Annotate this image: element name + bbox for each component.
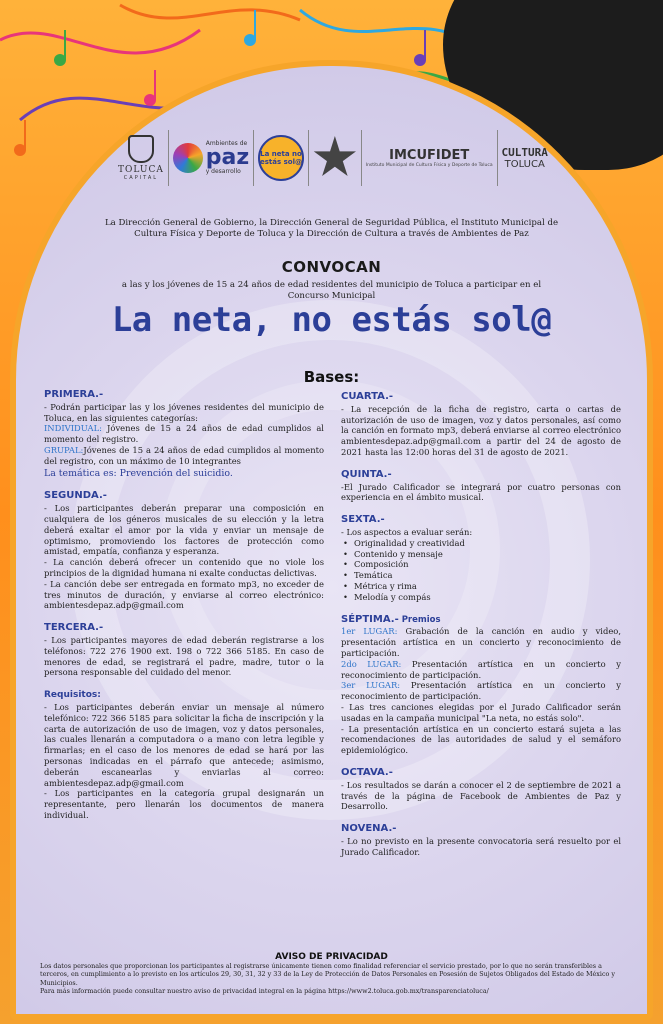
cultura-toluca-logo: CULTURA TOLUCA xyxy=(501,146,548,170)
tematica-text: La temática es: Prevención del suicidio. xyxy=(44,467,233,479)
section-text: - Podrán participar las y los jóvenes residentes del municipio de Toluca, en las siguientes categorías: xyxy=(44,401,324,423)
section-text: - Las tres canciones elegidas por el Jurado Calificador serán usadas en la campaña municipal "La neta, no estás solo". xyxy=(341,701,621,723)
section-text: - Los participantes deberán enviar un mensaje al número telefónico: 722 366 5185 para solicitar la ficha de inscripción y la carta de autorización de uso de imagen, voz y datos personales, las cuales llenarán a computadora o a mano con letra legible y firmarlas; en el caso de los menores de edad se hará por las personas indicadas en el párrafo que antecede; asimismo, deberán escanearlas y enviarlas al correo: ambientesdepaz.adp@gmail.com xyxy=(44,701,324,788)
section-heading: QUINTA.- xyxy=(341,468,392,480)
section-octava xyxy=(341,768,621,812)
bases-heading: Bases: xyxy=(303,368,360,386)
section-sexta xyxy=(341,515,621,602)
left-column xyxy=(44,390,324,833)
section-text: - La canción debe ser entregada en formato mp3, no exceder de tres minutos de duración, y enviarse al correo electrónico: ambientesdepaz.adp@gmail.com xyxy=(44,578,324,611)
list-item: • Composición xyxy=(341,559,621,570)
section-novena xyxy=(341,824,621,857)
section-text: - Los aspectos a evaluar serán: xyxy=(341,526,473,537)
section-text: - La canción deberá ofrecer un contenido que no viole los principios de la dignidad humana ni exalte conductas delictivas. xyxy=(44,557,324,578)
section-text: - Los participantes en la categoría grupal designarán un representante, pero llenarán los documentos de manera individual. xyxy=(44,788,324,820)
section-cuarta xyxy=(341,392,621,458)
section-text: - Lo no previsto en la presente convocatoria será resuelto por el Jurado Calificador. xyxy=(341,835,621,857)
privacy-notice xyxy=(0,952,663,996)
logo-divider xyxy=(361,130,362,186)
section-heading: SEXTA.- xyxy=(341,514,385,526)
logo-divider xyxy=(497,130,498,186)
logo-divider xyxy=(168,130,169,186)
category-individual: INDIVIDUAL: Jóvenes de 15 a 24 años de edad cumplidos al momento del registro. xyxy=(44,423,324,445)
section-text: - Los resultados se darán a conocer el 2 de septiembre de 2021 a través de la página de Facebook de Ambientes de Paz y Desarrollo. xyxy=(341,779,621,812)
logo-divider xyxy=(308,130,309,186)
privacy-text: Los datos personales que proporcionan los participantes al registrarse únicamente tienen como finalidad referenciar el servicio prestado, por lo que no serán transferibles a terceros, en cumplimiento a lo previsto en los artículos 29, 30, 31, 32 y 33 de la Ley de Protección de Datos Personales en Posesión de Sujetos Obligados del Estado de México y Municipios. xyxy=(40,962,616,987)
privacy-heading: AVISO DE PRIVACIDAD xyxy=(275,952,388,962)
la-neta-logo: La neta no estás sol@ xyxy=(258,135,304,181)
section-heading: CUARTA.- xyxy=(341,391,394,402)
ambientes-de-paz-logo: Ambientes de paz y desarrollo xyxy=(173,141,249,175)
section-heading: TERCERA.- xyxy=(44,622,104,634)
toluca-crest-icon xyxy=(128,135,154,163)
paz-heart-icon xyxy=(173,143,203,173)
prize-second: 2do LUGAR: Presentación artística en un concierto y reconocimiento de participación. xyxy=(341,658,621,680)
section-heading: SÉPTIMA.- Premios xyxy=(341,613,441,625)
list-item: • Temática xyxy=(341,570,621,581)
section-text: -El Jurado Calificador se integrará por cuatro personas con experiencia en el ámbito musical. xyxy=(341,481,621,503)
category-grupal: GRUPAL:Jóvenes de 15 a 24 años de edad cumplidos al momento del registro, con un máximo de 10 integrantes xyxy=(44,444,324,466)
section-text: - La recepción de la ficha de registro, carta o cartas de autorización de uso de imagen, voz y datos personales, así como la canción en formato mp3, deberá enviarse al correo electrónico ambientesdepaz.adp@gmail.com a partir del 24 de agosto de 2021 hasta las 12:00 horas del 31 de agosto de 2021. xyxy=(341,403,621,457)
section-tercera xyxy=(44,623,324,678)
section-text: - Los participantes deberán preparar una composición en cualquiera de los géneros musicales de su elección y la letra deberá exaltar el amor por la vida y enviar un mensaje de optimismo, promoviendo los factores de protección como amistad, empatía, confianza y esperanza. xyxy=(44,503,324,557)
logo-bar xyxy=(118,122,548,194)
section-text: - Los participantes mayores de edad deberán registrarse a los teléfonos: 722 276 1900 ext. 198 o 722 366 5185. En caso de menores de edad, se registrará el padre, madre, tutor o la persona responsable del cuidado del menor. xyxy=(44,634,324,678)
section-septima xyxy=(341,615,621,756)
section-text: - La presentación artística en un concierto estará sujeta a las recomendaciones de las autoridades de salud y el semáforo epidemiológico. xyxy=(341,723,621,756)
section-heading: NOVENA.- xyxy=(341,823,397,835)
seguridad-star-logo xyxy=(313,136,357,180)
right-column xyxy=(341,392,621,869)
list-item: • Contenido y mensaje xyxy=(341,549,621,560)
section-requisitos xyxy=(44,690,324,821)
intro-text: La Dirección General de Gobierno, la Dirección General de Seguridad Pública, el Instituto Municipal de Cultura Física y Deporte de Toluca y la Dirección de Cultura a través de Ambientes de Paz xyxy=(104,218,559,239)
section-heading: PRIMERA.- xyxy=(44,389,104,400)
logo-divider xyxy=(253,130,254,186)
section-heading: SEGUNDA.- xyxy=(44,490,107,502)
section-segunda xyxy=(44,491,324,611)
imcufidet-logo: IMCUFIDET Instituto Municipal de Cultura Física y Deporte de Toluca xyxy=(365,147,493,168)
star-badge-icon xyxy=(313,136,357,180)
section-heading: OCTAVA.- xyxy=(341,766,393,778)
subintro-text: a las y los jóvenes de 15 a 24 años de edad residentes del municipio de Toluca a participar en el Concurso Municipal xyxy=(121,280,542,301)
list-item: • Melodía y compás xyxy=(341,592,621,603)
section-quinta xyxy=(341,470,621,503)
section-primera xyxy=(44,390,324,479)
list-item: • Métrica y rima xyxy=(341,581,621,592)
convocan-heading: CONVOCAN xyxy=(281,258,382,276)
prize-first: 1er LUGAR: Grabación de la canción en audio y video, presentación artística en un concierto y reconocimiento de participación. xyxy=(341,626,622,658)
prize-third: 3er LUGAR: Presentación artística en un concierto y reconocimiento de participación. xyxy=(341,680,621,702)
page-title: La neta, no estás sol@ xyxy=(111,300,552,340)
toluca-logo: TOLUCA CAPITAL xyxy=(118,135,164,181)
section-heading: Requisitos: xyxy=(44,690,101,701)
privacy-link-text: Para más información puede consultar nuestro aviso de privacidad integral en la página https://www2.toluca.gob.mx/transparenciatoluca/ xyxy=(40,987,489,996)
list-item: • Originalidad y creatividad xyxy=(341,538,621,549)
criteria-list xyxy=(341,538,621,603)
